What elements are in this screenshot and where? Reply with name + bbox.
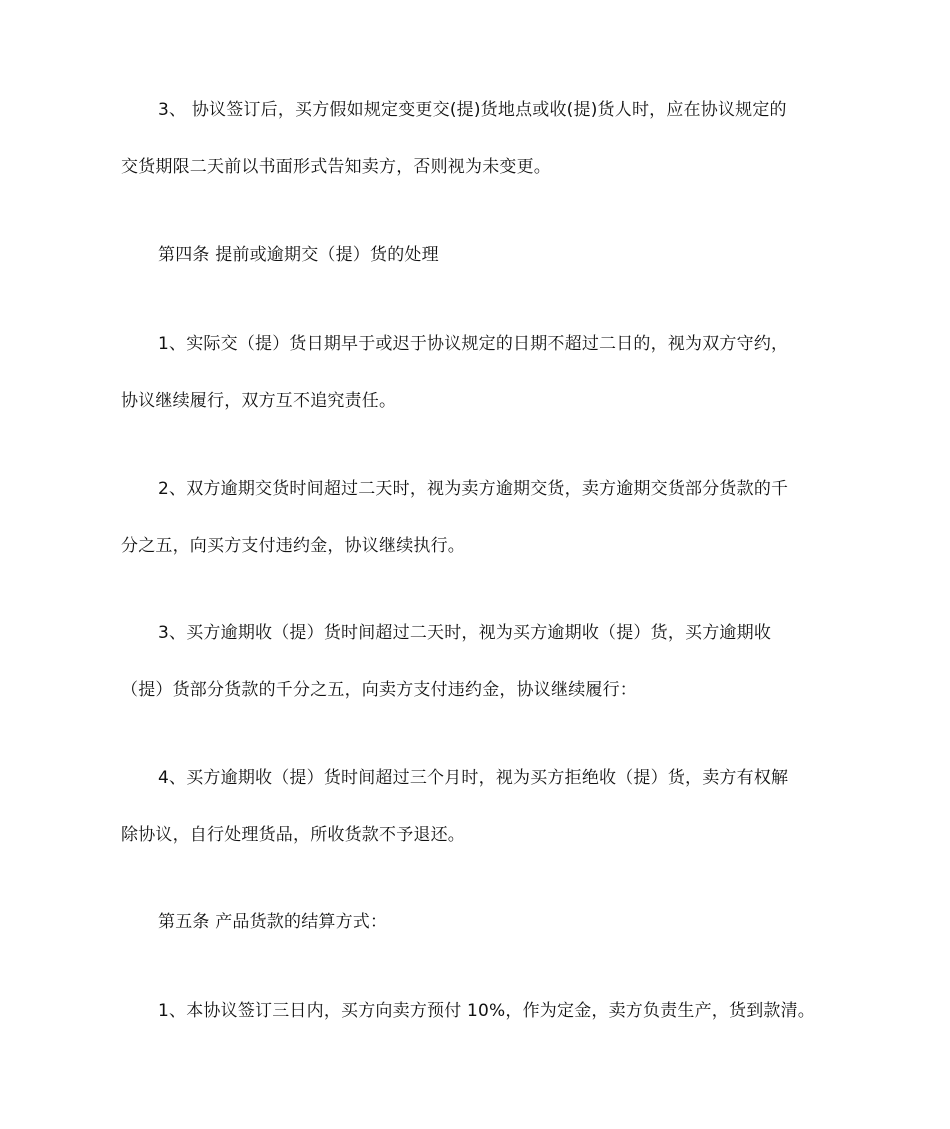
a4-item-3-line-1: 3、买方逾期收（提）货时间超过二天时，视为买方逾期收（提）货，买方逾期收 <box>158 623 772 643</box>
a4-item-3-line-2: （提）货部分货款的千分之五，向卖方支付违约金，协议继续履行： <box>121 680 637 700</box>
a4-item-4-line-1: 4、买方逾期收（提）货时间超过三个月时，视为买方拒绝收（提）货，卖方有权解 <box>158 768 789 788</box>
clause-3-line-1: 3、 协议签订后，买方假如规定变更交(提)货地点或收(提)货人时，应在协议规定的 <box>158 100 787 120</box>
article-4-heading: 第四条 提前或逾期交（提）货的处理 <box>158 245 439 265</box>
a4-item-2-line-1: 2、双方逾期交货时间超过二天时，视为卖方逾期交货，卖方逾期交货部分货款的千 <box>158 479 789 499</box>
a4-item-1-line-2: 协议继续履行，双方互不追究责任。 <box>121 391 397 411</box>
a5-item-1-line-1: 1、本协议签订三日内，买方向卖方预付 10%，作为定金，卖方负责生产，货到款清。 <box>158 1001 816 1021</box>
a4-item-1-line-1: 1、实际交（提）货日期早于或迟于协议规定的日期不超过二日的，视为双方守约， <box>158 334 789 354</box>
a4-item-4-line-2: 除协议，自行处理货品，所收货款不予退还。 <box>121 825 465 845</box>
clause-3-line-2: 交货期限二天前以书面形式告知卖方，否则视为未变更。 <box>121 157 551 177</box>
article-5-heading: 第五条 产品货款的结算方式： <box>158 912 388 932</box>
a4-item-2-line-2: 分之五，向买方支付违约金，协议继续执行。 <box>121 536 465 556</box>
